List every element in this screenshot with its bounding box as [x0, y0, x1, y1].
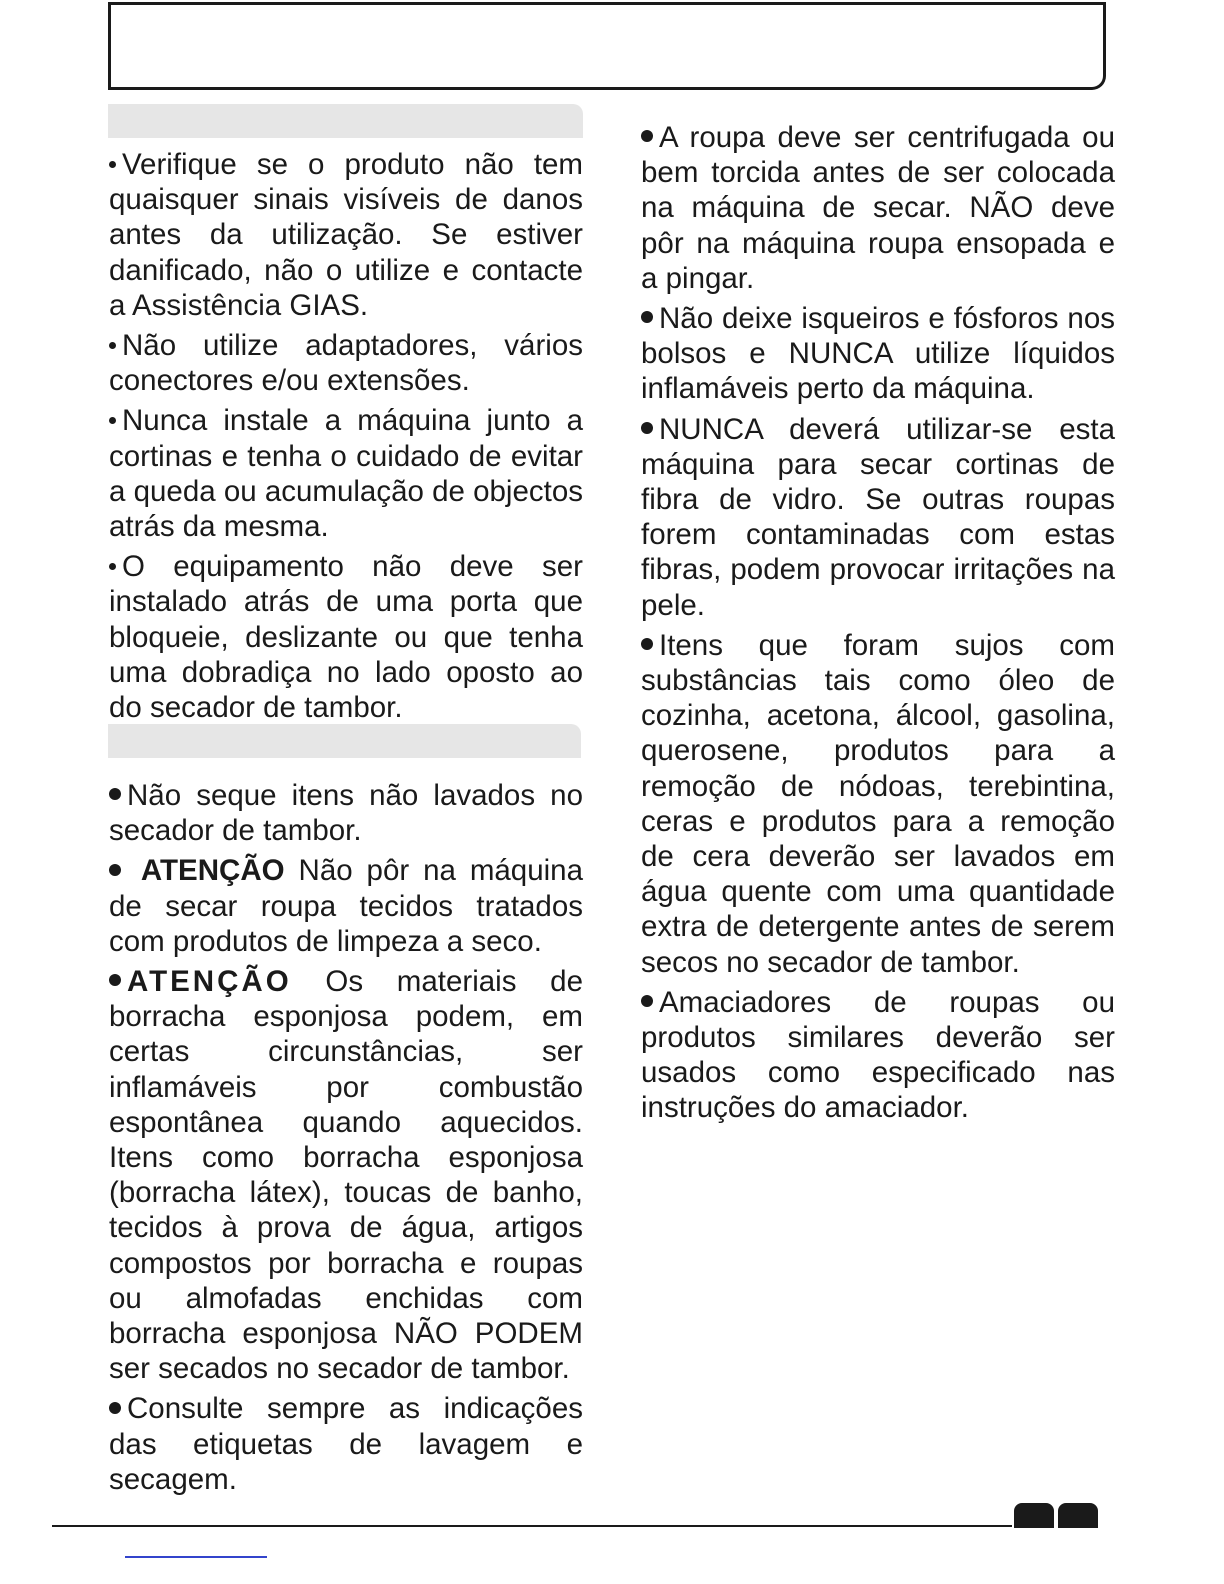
list-item: ATENÇÃO Não pôr na máquina de secar roupa tecidos tratados com produtos de limpeza a seco. — [109, 854, 583, 958]
warning-label: ATENÇÃO — [127, 965, 292, 999]
list-item: Não deixe isqueiros e fósforos nos bolsos e NUNCA utilize líquidos inflamáveis perto da máquina. — [641, 302, 1115, 406]
page-marker-block-left — [1014, 1503, 1054, 1528]
list-item: Itens que foram sujos com substâncias tais como óleo de cozinha, acetona, álcool, gasolina, querosene, produtos para a remoção de nódoas, terebintina, ceras e produtos para a remoção de cera deverão ser lavados em água quente com uma quantidade extra de detergente antes de serem secos no secador de tambor. — [641, 628, 1115, 979]
left-column-section-1 — [109, 147, 583, 730]
section-heading-bar-2 — [108, 724, 581, 758]
list-item: Não utilize adaptadores, vários conectores e/ou extensões. — [109, 329, 583, 398]
left-column-section-2 — [109, 778, 583, 1502]
list-item: ATENÇÃO Os materiais de borracha esponjosa podem, em certas circunstâncias, ser inflamáveis por combustão espontânea quando aquecidos. Itens como borracha esponjosa (borracha látex), toucas de banho, tecidos à prova de água, artigos compostos por borracha e roupas ou almofadas enchidas com borracha esponjosa NÃO PODEM ser secados no secador de tambor. — [109, 965, 583, 1386]
list-item: Amaciadores de roupas ou produtos similares deverão ser usados como especificado nas instruções do amaciador. — [641, 985, 1115, 1125]
bullet-icon — [109, 788, 121, 800]
bullet-icon — [641, 311, 653, 323]
list-item: O equipamento não deve ser instalado atrás de uma porta que bloqueie, deslizante ou que tenha uma dobradiça no lado oposto ao do secador de tambor. — [109, 550, 583, 725]
footer-accent-line — [125, 1556, 267, 1558]
bullet-icon — [109, 864, 121, 876]
list-item: Não seque itens não lavados no secador de tambor. — [109, 779, 583, 848]
bullet-icon — [641, 638, 653, 650]
bullet-icon — [109, 563, 116, 570]
bullet-icon — [109, 342, 116, 349]
bullet-icon — [109, 1402, 121, 1414]
section-heading-bar-1 — [108, 104, 583, 138]
bullet-icon — [109, 974, 121, 986]
footer-rule — [52, 1525, 1012, 1527]
list-item: Consulte sempre as indicações das etiquetas de lavagem e secagem. — [109, 1392, 583, 1496]
bullet-icon — [641, 422, 653, 434]
list-item: Verifique se o produto não tem quaisquer sinais visíveis de danos antes da utilização. Se estiver danificado, não o utilize e contacte a Assistência GIAS. — [109, 148, 583, 322]
page-marker-block-right — [1058, 1503, 1098, 1528]
header-title-box — [108, 2, 1106, 90]
bullet-icon — [109, 417, 116, 424]
warning-label: ATENÇÃO — [140, 854, 285, 888]
bullet-icon — [641, 995, 653, 1007]
list-item: A roupa deve ser centrifugada ou bem torcida antes de ser colocada na máquina de secar. NÃO deve pôr na máquina roupa ensopada e a pingar. — [641, 121, 1115, 295]
list-item: Nunca instale a máquina junto a cortinas e tenha o cuidado de evitar a queda ou acumulação de objectos atrás da mesma. — [109, 404, 583, 544]
bullet-icon — [641, 130, 653, 142]
bullet-icon — [109, 161, 116, 168]
right-column — [641, 120, 1115, 1131]
list-item: NUNCA deverá utilizar-se esta máquina para secar cortinas de fibra de vidro. Se outras roupas forem contaminadas com estas fibras, podem provocar irritações na pele. — [641, 412, 1115, 622]
